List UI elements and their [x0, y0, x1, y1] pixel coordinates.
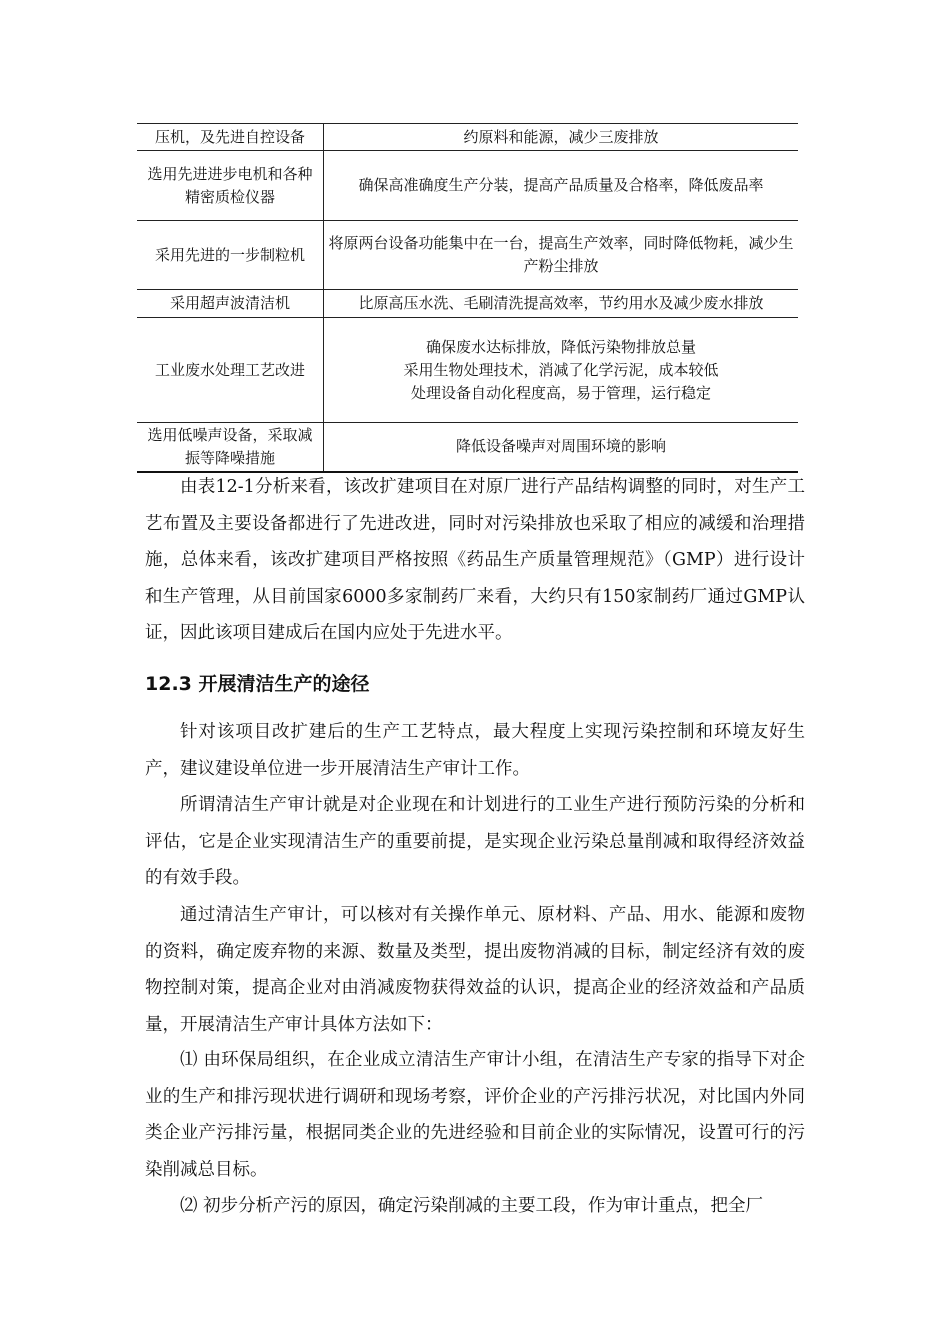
- paragraph-step-2: ⑵ 初步分析产污的原因，确定污染削减的主要工段，作为审计重点，把全厂: [180, 1196, 764, 1216]
- table-row: [137, 124, 798, 151]
- paragraph-audit: 通过清洁生产审计，可以核对有关操作单元、原材料、产品、用水、能源和废物的资料，确定废弃物的来源、数量及类型，提出废物消减的目标，制定经济有效的废物控制对策，提高企业对由消减废物获得效益的认识，提高企业的经济效益和产品质量，开展清洁生产审计具体方法如下：: [145, 905, 805, 1035]
- effect-cell: 将原两台设备功能集中在一台，提高生产效率，同时降低物耗，减少生产粉尘排放: [324, 221, 799, 290]
- measure-cell: 工业废水处理工艺改进: [137, 318, 324, 423]
- effect-cell: 比原高压水洗、毛刷清洗提高效率，节约用水及减少废水排放: [324, 290, 799, 318]
- effect-cell: 确保废水达标排放，降低污染物排放总量 采用生物处理技术，消减了化学污泥，成本较低 处理设备自动化程度高，易于管理，运行稳定: [324, 318, 799, 423]
- table-row: [137, 318, 798, 423]
- effect-cell: 约原料和能源，减少三废排放: [324, 124, 799, 151]
- table-row: [137, 151, 798, 221]
- paragraph-step-1: ⑴ 由环保局组织，在企业成立清洁生产审计小组，在清洁生产专家的指导下对企业的生产和排污现状进行调研和现场考察，评价企业的产污排污状况，对比国内外同类企业产污排污量，根据同类企业的先进经验和目前企业的实际情况，设置可行的污染削减总目标。: [145, 1050, 805, 1180]
- table-row: [137, 221, 798, 290]
- measure-cell: 选用低噪声设备，采取减振等降噪措施: [137, 423, 324, 472]
- measure-cell: 压机，及先进自控设备: [137, 124, 324, 151]
- measure-cell: 选用先进进步电机和各种精密质检仪器: [137, 151, 324, 221]
- measure-cell: 采用超声波清洁机: [137, 290, 324, 318]
- measure-cell: 采用先进的一步制粒机: [137, 221, 324, 290]
- paragraph-analysis: 由表12-1分析来看，该改扩建项目在对原厂进行产品结构调整的同时，对生产工艺布置及主要设备都进行了先进改进，同时对污染排放也采取了相应的减缓和治理措施，总体来看，该改扩建项目严格按照《药品生产质量管理规范》（GMP）进行设计和生产管理，从目前国家6000多家制药厂来看，大约只有150家制药厂通过GMP认证，因此该项目建成后在国内应处于先进水平。: [145, 477, 805, 643]
- section-heading: 12.3 开展清洁生产的途径: [145, 673, 370, 695]
- table-row: [137, 290, 798, 318]
- effect-cell: 降低设备噪声对周围环境的影响: [324, 423, 799, 472]
- table-row: [137, 423, 798, 472]
- paragraph-definition: 所谓清洁生产审计就是对企业现在和计划进行的工业生产进行预防污染的分析和评估，它是企业实现清洁生产的重要前提，是实现企业污染总量削减和取得经济效益的有效手段。: [145, 795, 805, 888]
- paragraph-intro: 针对该项目改扩建后的生产工艺特点，最大程度上实现污染控制和环境友好生产，建议建设单位进一步开展清洁生产审计工作。: [145, 722, 805, 779]
- measures-table: [137, 123, 798, 473]
- effect-cell: 确保高准确度生产分装，提高产品质量及合格率，降低废品率: [324, 151, 799, 221]
